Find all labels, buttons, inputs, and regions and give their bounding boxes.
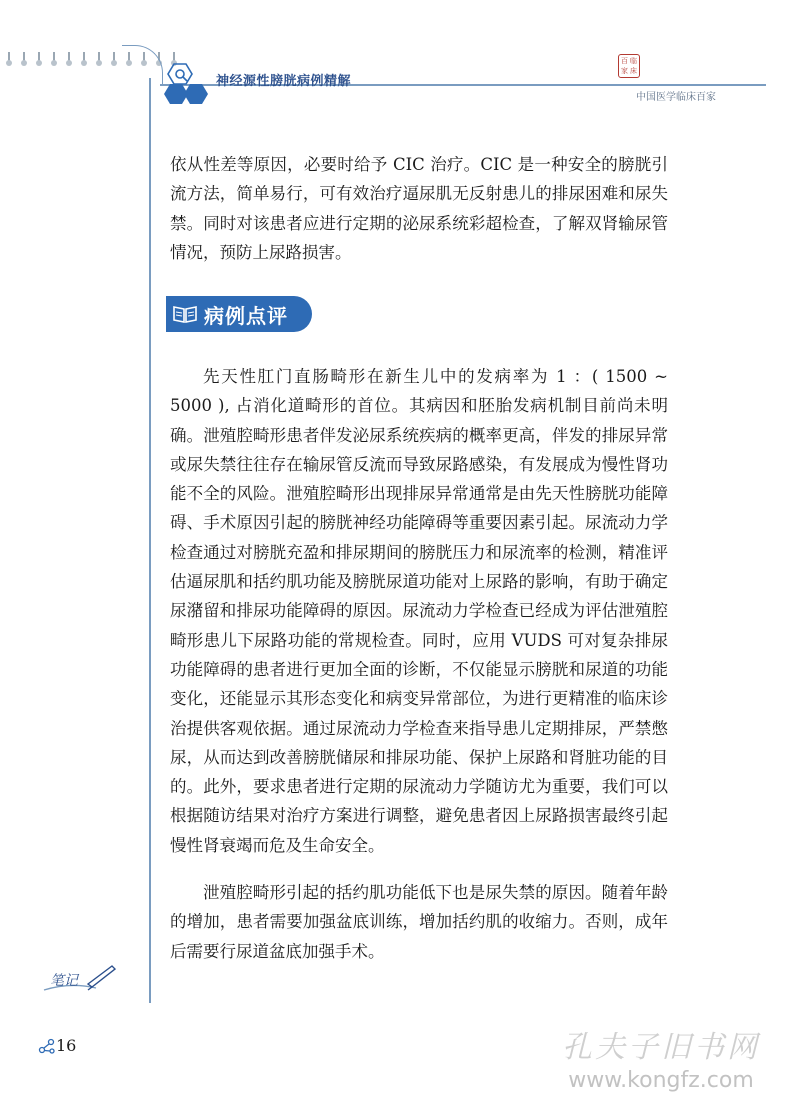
watermark (562, 1022, 760, 1093)
seal-char: 家 (621, 66, 628, 75)
section-heading (166, 296, 312, 332)
page-number: 16 (56, 1036, 77, 1055)
section-title: 病例点评 (204, 303, 288, 328)
series-name: 中国医学临床百家 (636, 92, 716, 103)
seal-char: 百 (621, 56, 628, 65)
paragraph-sphincter: 泄殖腔畸形引起的括约肌功能低下也是尿失禁的原因。随着年龄的增加，患者需要加强盆底训练，增加括约肌的收缩力。否则，成年后需要行尿道盆底加强手术。 (170, 883, 668, 961)
series-seal-icon (618, 54, 640, 78)
margin-rule (149, 78, 151, 1003)
open-book-icon (172, 304, 198, 324)
notes-label: 笔记 (50, 973, 78, 989)
seal-char: 床 (630, 66, 637, 75)
seal-char: 临 (630, 56, 637, 65)
watermark-site-name: 孔夫子旧书网 (562, 1030, 760, 1065)
watermark-url: www.kongfz.com (568, 1068, 754, 1093)
paragraph-commentary: 先天性肛门直肠畸形在新生儿中的发病率为 1 ：( 1500 ~ 5000 ), 占消化道畸形的首位。其病因和胚胎发病机制目前尚未明确。泄殖腔畸形患者伴发泌尿系统疾病的概率更高，伴发的排尿异常或尿失禁往往存在输尿管反流而导致尿路感染，有发展成为慢性肾功能不全的风险。泄殖腔畸形出现排尿异常通常是由先天性膀胱功能障碍、手术原因引起的膀胱神经功能障碍等重要因素引起。尿流动力学检查通过对膀胱充盈和排尿期间的膀胱压力和尿流率的检测，精准评估逼尿肌和括约肌功能及膀胱尿道功能对上尿路的影响，有助于确定尿潴留和排尿功能障碍的原因。尿流动力学检查已经成为评估泄殖腔畸形患儿下尿路功能的常规检查。同时，应用 VUDS 可对复杂排尿功能障碍的患者进行更加全面的诊断，不仅能显示膀胱和尿道的功能变化，还能显示其形态变化和病变异常部位，为进行更精准的临床诊治提供客观依据。通过尿流动力学检查来指导患儿定期排尿，严禁憋尿，从而达到改善膀胱储尿和排尿功能、保护上尿路和肾脏功能的目的。此外，要求患者进行定期的尿流动力学随访尤为重要，我们可以根据随访结果对治疗方案进行调整，避免患者因上尿路损害最终引起慢性肾衰竭而危及生命安全。 (170, 367, 668, 855)
paragraph-continued: 依从性差等原因，必要时给予 CIC 治疗。CIC 是一种安全的膀胱引流方法，简单易行，可有效治疗逼尿肌无反射患儿的排尿困难和尿失禁。同时对该患者应进行定期的泌尿系统彩超检查，了解双肾输尿管情况，预防上尿路损害。 (170, 155, 668, 262)
book-title: 神经源性膀胱病例精解 (216, 74, 352, 89)
hexagon-logo-icon (160, 62, 216, 106)
molecule-icon (38, 1038, 56, 1054)
